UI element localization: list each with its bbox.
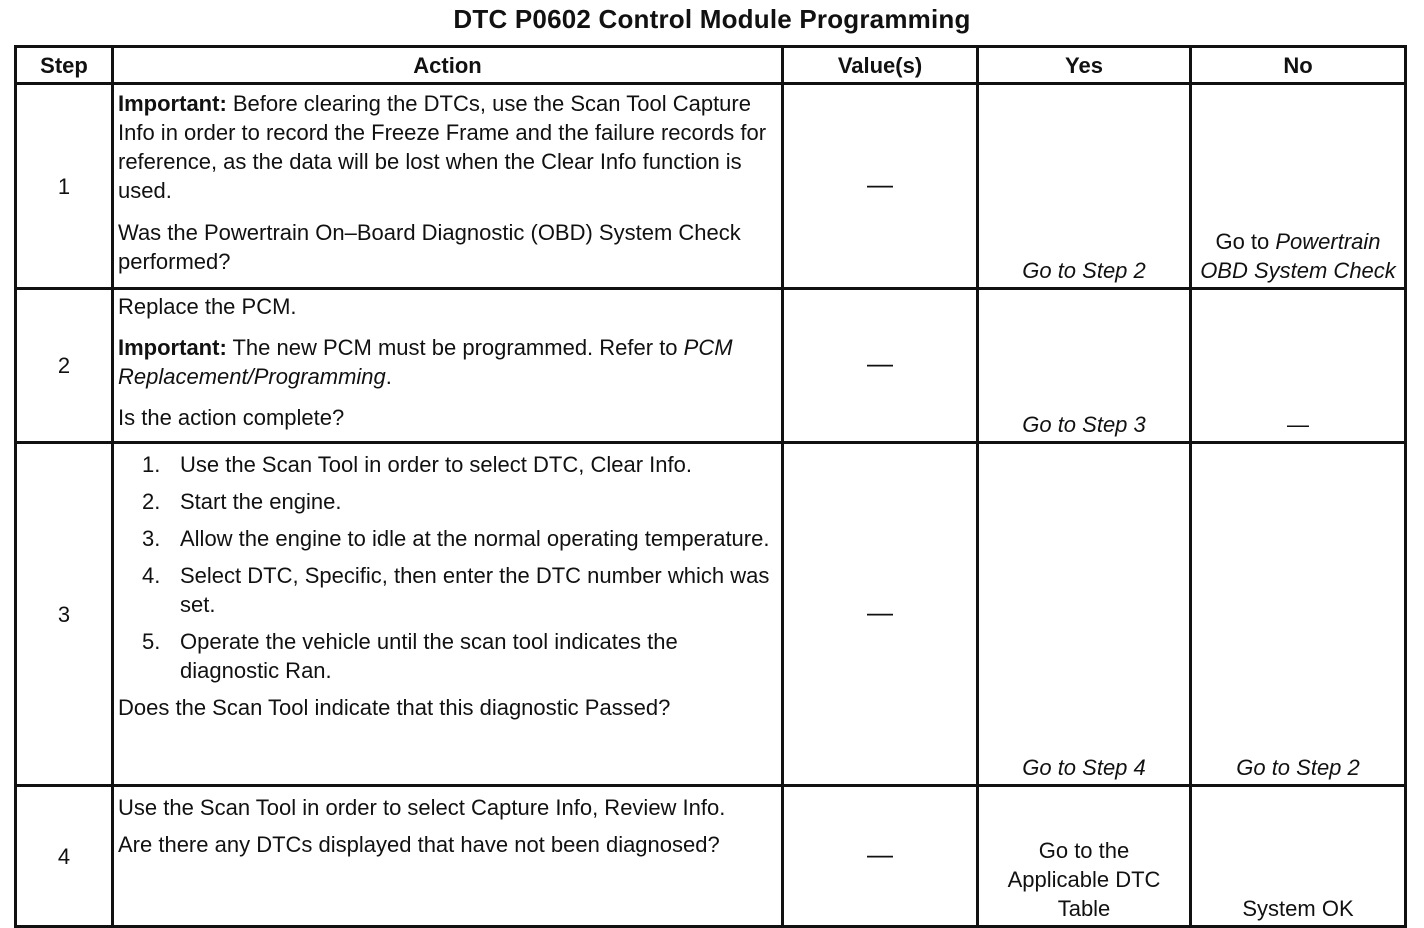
table-row [16,84,1406,289]
step-number: 2 [16,289,113,443]
header-row [16,47,1406,84]
table-row [16,289,1406,443]
list-item [118,450,775,479]
important-text: Before clearing the DTCs, use the Scan Tool Capture Info in order to record the Freeze Frame and the failure records for reference, as the data will be lost when the Clear Info function is used. [118,91,767,203]
no-link[interactable]: Powertrain OBD System Check [1200,229,1396,283]
list-number: 4. [142,563,161,588]
important-label: Important: [118,335,227,360]
value-dash: — [867,168,893,199]
list-text: Select DTC, Specific, then enter the DTC number which was set. [180,563,770,617]
important-link[interactable]: PCM Replacement/Programming [118,335,733,389]
table-row [16,443,1406,786]
step-number: 3 [16,443,113,786]
value-dash: — [867,838,893,869]
list-item [118,561,775,619]
step-number: 1 [16,84,113,289]
no-cell [1191,84,1406,289]
question-text: Are there any DTCs displayed that have not been diagnosed? [118,832,720,857]
list-number: 5. [142,629,161,654]
page-title: DTC P0602 Control Module Programming [453,4,971,34]
question-text: Was the Powertrain On–Board Diagnostic (OBD) System Check performed? [118,220,741,274]
action-cell [113,289,783,443]
value-cell [783,443,978,786]
question-text: Does the Scan Tool indicate that this diagnostic Passed? [118,695,671,720]
action-cell [113,443,783,786]
list-number: 1. [142,452,161,477]
question-text: Is the action complete? [118,405,345,430]
list-number: 3. [142,526,161,551]
header-step: Step [16,47,113,84]
yes-link[interactable]: Go to Step 4 [978,443,1191,786]
table-row [16,786,1406,927]
instruction-text: Replace the PCM. [118,294,297,319]
diagnostic-table [14,45,1407,928]
value-dash: — [867,596,893,627]
list-text: Operate the vehicle until the scan tool indicates the diagnostic Ran. [180,629,678,683]
important-note [118,333,775,391]
list-item [118,524,775,553]
yes-link[interactable]: Go to Step 3 [978,289,1191,443]
header-values: Value(s) [783,47,978,84]
list-text: Use the Scan Tool in order to select DTC, Clear Info. [180,452,692,477]
procedure-list [118,450,775,685]
value-cell [783,84,978,289]
list-text: Allow the engine to idle at the normal operating temperature. [180,526,770,551]
value-cell [783,786,978,927]
no-dash: — [1191,289,1406,443]
no-prefix: Go to [1215,229,1276,254]
value-cell [783,289,978,443]
yes-link[interactable]: Go to the Applicable DTC Table [978,786,1191,927]
header-action: Action [113,47,783,84]
header-no: No [1191,47,1406,84]
no-link[interactable]: Go to Step 2 [1191,443,1406,786]
header-yes: Yes [978,47,1191,84]
action-cell [113,786,783,927]
step-number: 4 [16,786,113,927]
instruction-text: Use the Scan Tool in order to select Capture Info, Review Info. [118,795,726,820]
important-text: The new PCM must be programmed. Refer to [226,335,684,360]
important-note [118,89,775,205]
yes-link[interactable]: Go to Step 2 [978,84,1191,289]
list-item [118,487,775,516]
important-end: . [385,364,392,389]
list-item [118,627,775,685]
important-label: Important: [118,91,227,116]
list-text: Start the engine. [180,489,342,514]
action-cell [113,84,783,289]
no-result: System OK [1191,786,1406,927]
value-dash: — [867,348,893,378]
list-number: 2. [142,489,161,514]
